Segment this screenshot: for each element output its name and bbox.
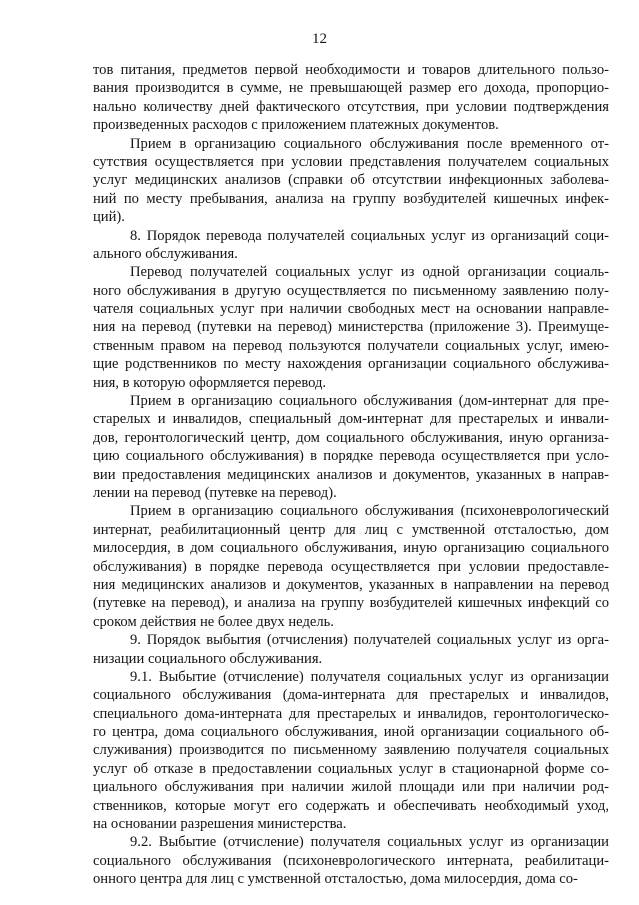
text-line: сроком действия не более двух недель. bbox=[93, 613, 334, 630]
text-line: вания производится в сумме, не превышающей размер его дохода, пропорцио- bbox=[93, 80, 609, 97]
text-line: служивания) производится по письменному заявлению получателя социальных bbox=[93, 742, 609, 759]
text-line: ций). bbox=[93, 209, 125, 226]
text-line: низации социального обслуживания. bbox=[93, 650, 323, 667]
text-line: цию социального обслуживания) в порядке перевода осуществляется при усло- bbox=[93, 448, 609, 465]
text-line: ния на перевод (путевки на перевод) министерства (приложение 3). Преимуще- bbox=[93, 319, 609, 336]
text-line: обслуживания) в порядке перевода осуществляется при условии предоставле- bbox=[93, 558, 609, 575]
text-line: Прием в организацию социального обслуживания (дом-интернат для пре- bbox=[130, 393, 609, 410]
text-line: интернат, реабилитационный центр для лиц с умственной отсталостью, дом bbox=[93, 521, 609, 538]
text-line: на основании разрешения министерства. bbox=[93, 816, 347, 833]
paragraph bbox=[93, 135, 609, 227]
paragraph bbox=[93, 502, 609, 631]
text-line: 9. Порядок выбытия (отчисления) получателей социальных услуг из орга- bbox=[130, 632, 609, 649]
paragraph bbox=[93, 263, 609, 392]
text-line: ний по месту пребывания, анализа на группу возбудителей кишечных инфек- bbox=[93, 190, 609, 207]
text-line: Перевод получателей социальных услуг из одной организации социаль- bbox=[130, 264, 609, 281]
text-line: услуг об отказе в предоставлении социальных услуг в стационарной форме со- bbox=[93, 760, 609, 777]
paragraph bbox=[93, 392, 609, 502]
text-line: ственников, которые могут его содержать и обеспечивать необходимый уход, bbox=[93, 797, 609, 814]
text-line: чателя социальных услуг при наличии свободных мест на основании направле- bbox=[93, 301, 609, 318]
text-line: го центра, дома социального обслуживания, иной организации социального об- bbox=[93, 724, 609, 741]
text-line: ного обслуживания в другую осуществляется по письменному заявлению полу- bbox=[93, 282, 609, 299]
text-line: произведенных расходов с приложением платежных документов. bbox=[93, 117, 499, 134]
text-line: Прием в организацию социального обслуживания (психоневрологический bbox=[130, 503, 609, 520]
text-line: (путевке на перевод), и анализа на группу возбудителей кишечных инфекций со bbox=[93, 595, 609, 612]
text-line: 9.2. Выбытие (отчисление) получателя социальных услуг из организации bbox=[130, 834, 609, 851]
text-line: онного центра для лиц с умственной отсталостью, дома милосердия, дома со- bbox=[93, 871, 578, 888]
text-line: ния медицинских анализов и документов, указанных в направлении на перевод bbox=[93, 576, 609, 593]
text-line: специального дома-интерната для престарелых и инвалидов, геронтологическо- bbox=[93, 705, 609, 722]
text-line: ственным правом на перевод пользуются получатели социальных услуг, имею- bbox=[93, 337, 609, 354]
text-line: Прием в организацию социального обслуживания после временного от- bbox=[130, 135, 609, 152]
text-line: ального обслуживания. bbox=[93, 245, 238, 262]
text-line: старелых и инвалидов, специальный дом-интернат для престарелых и инвали- bbox=[93, 411, 609, 428]
text-line: услуг медицинских анализов (справки об отсутствии инфекционных заболева- bbox=[93, 172, 609, 189]
text-line: 8. Порядок перевода получателей социальных услуг из организаций соци- bbox=[130, 227, 609, 244]
text-line: щие родственников по месту нахождения организации социального обслужива- bbox=[93, 356, 609, 373]
text-line: милосердия, в дом социального обслуживания, иную организацию социального bbox=[93, 540, 609, 557]
page-number: 12 bbox=[312, 31, 327, 47]
text-line: сутствия осуществляется при условии представления получателем социальных bbox=[93, 153, 609, 170]
text-line: циального обслуживания при наличии жилой площади или при наличии род- bbox=[93, 779, 609, 796]
text-line: лении на перевод (путевке на перевод). bbox=[93, 484, 337, 501]
paragraph bbox=[93, 631, 609, 668]
paragraph bbox=[93, 833, 609, 888]
text-line: ния, в которую оформляется перевод. bbox=[93, 374, 327, 391]
text-line: социального обслуживания (дома-интерната для престарелых и инвалидов, bbox=[93, 687, 609, 704]
text-line: дов, геронтологический центр, дом социального обслуживания, иную организа- bbox=[93, 429, 609, 446]
document-body bbox=[93, 61, 609, 889]
paragraph bbox=[93, 61, 609, 135]
text-line: вии предоставления медицинских анализов и документов, указанных в направ- bbox=[93, 466, 609, 483]
paragraph bbox=[93, 668, 609, 834]
text-line: социального обслуживания (психоневрологического интерната, реабилитаци- bbox=[93, 852, 609, 869]
paragraph bbox=[93, 227, 609, 264]
text-line: 9.1. Выбытие (отчисление) получателя социальных услуг из организации bbox=[130, 668, 609, 685]
text-line: нально количеству дней фактического отсутствия, при условии подтверждения bbox=[93, 98, 609, 115]
text-line: тов питания, предметов первой необходимости и товаров длительного пользо- bbox=[93, 62, 609, 78]
